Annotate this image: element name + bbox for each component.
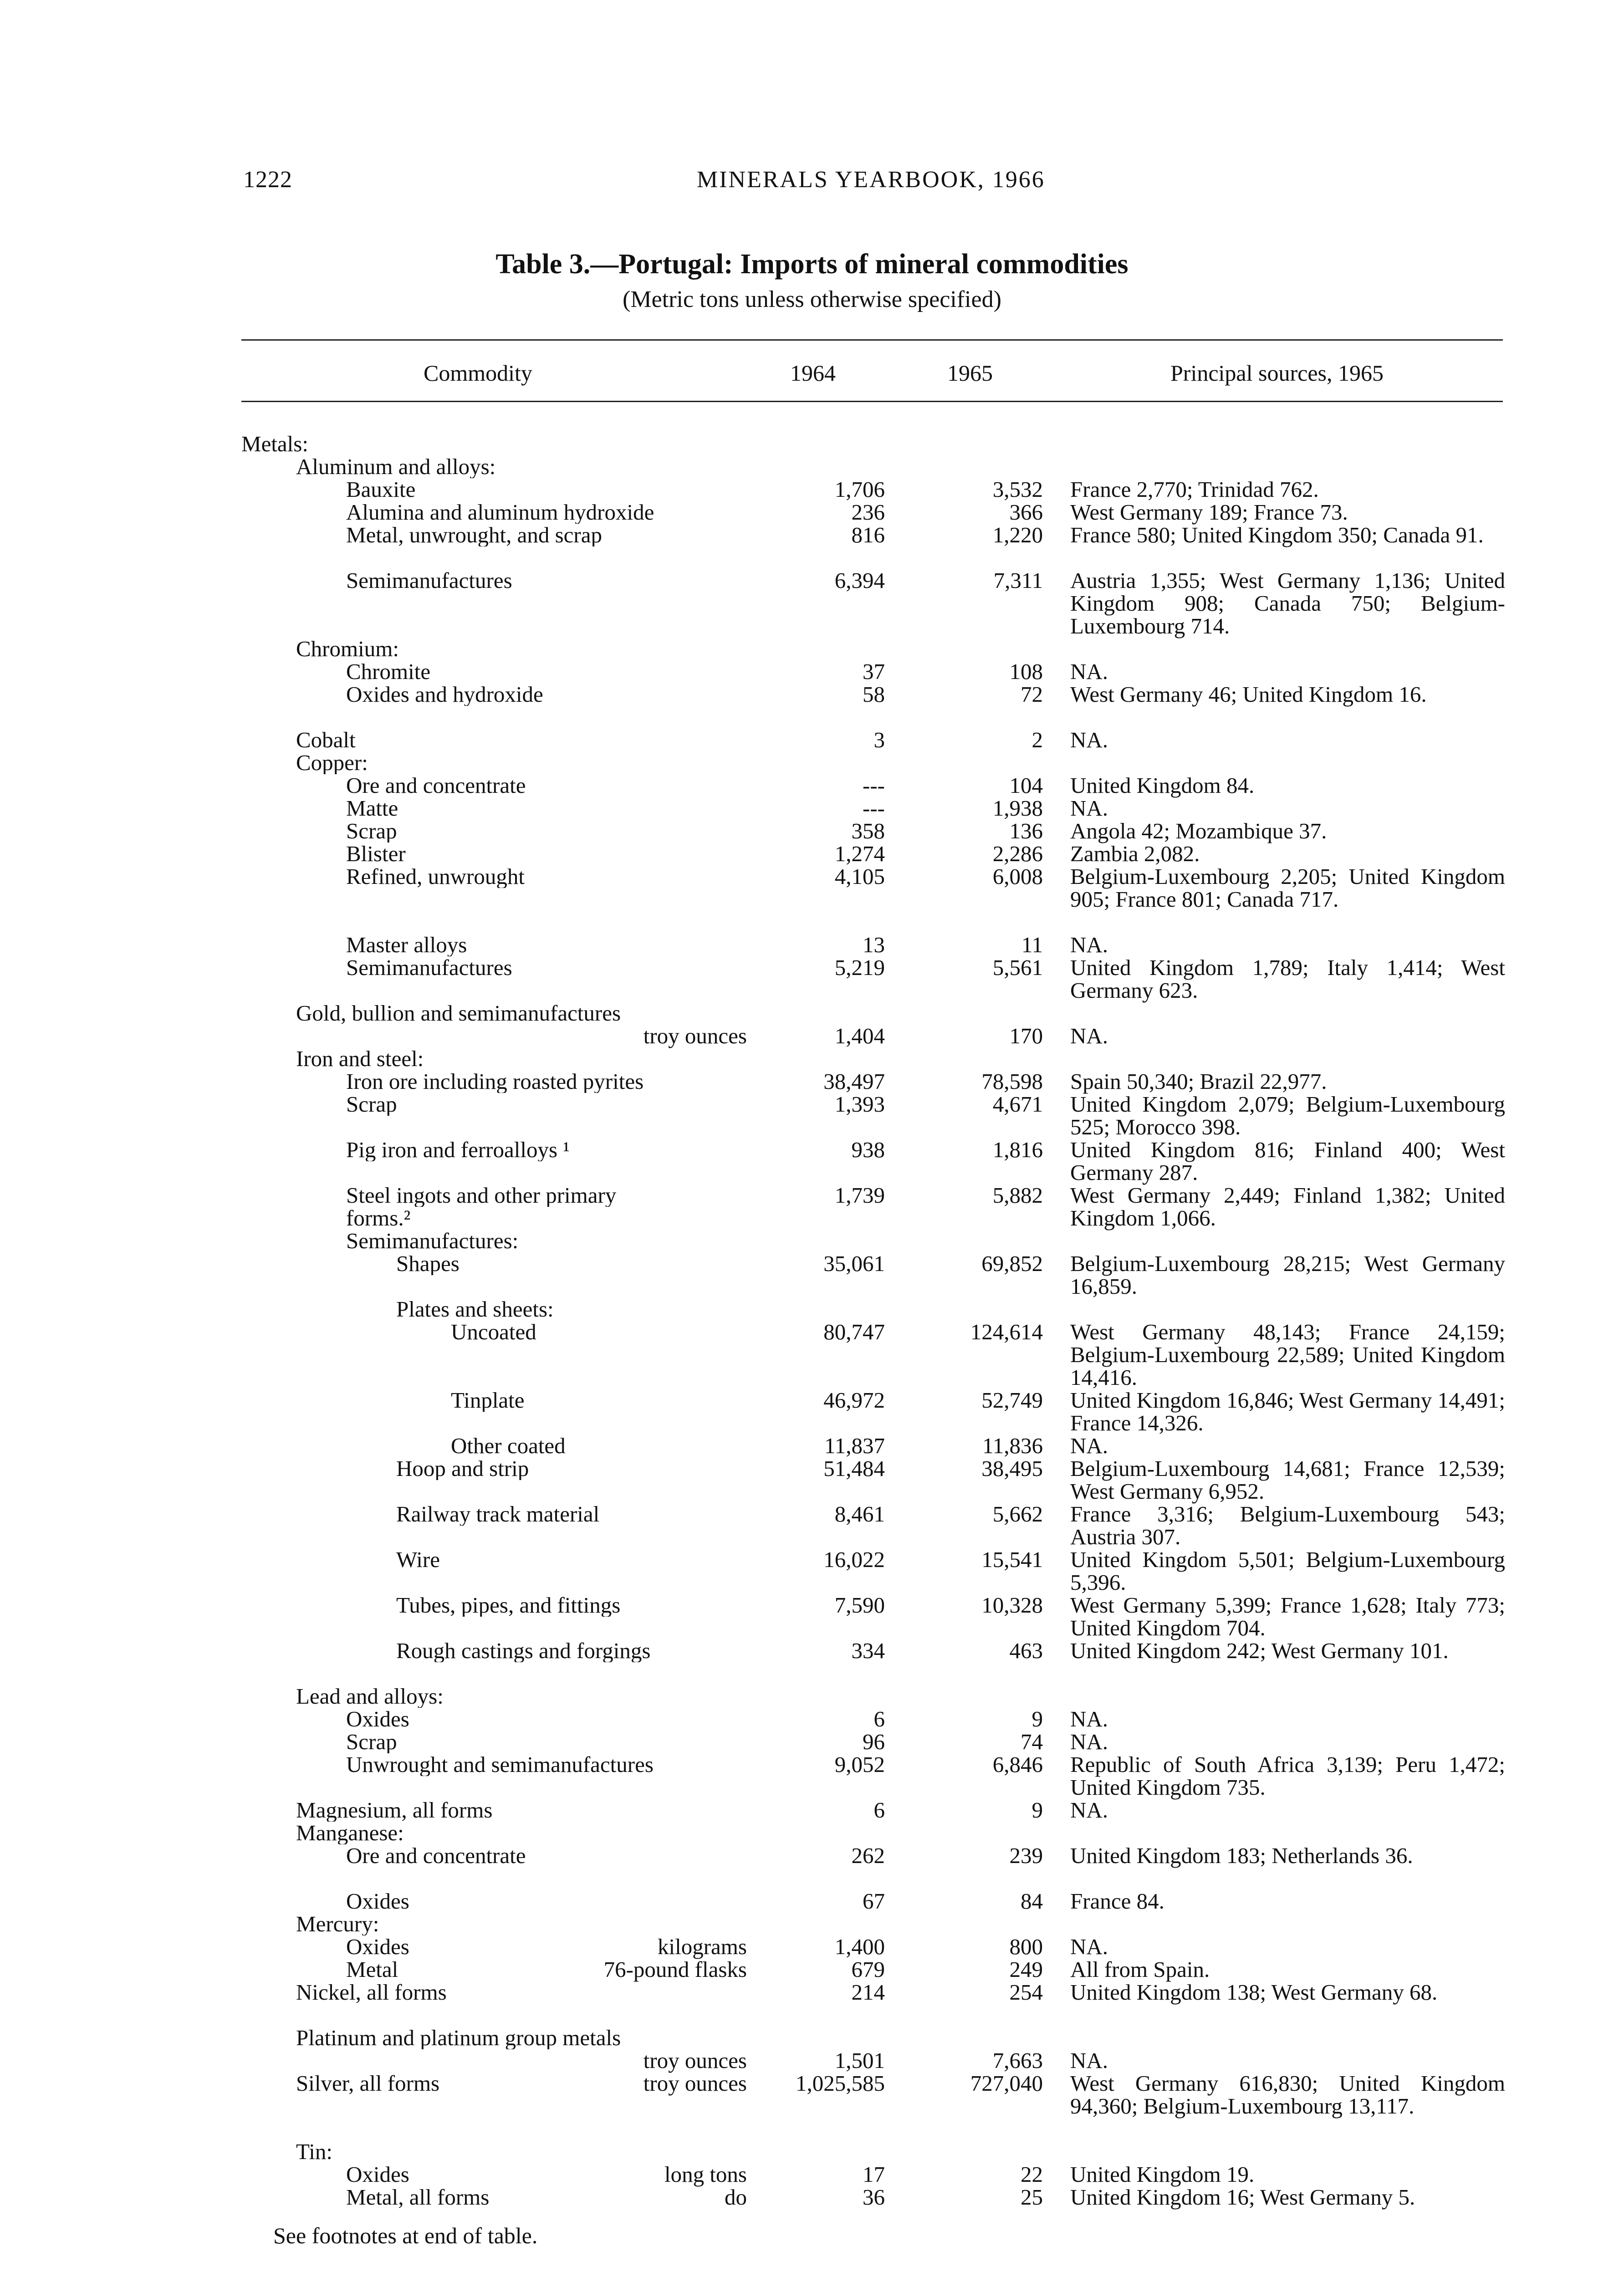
principal-sources: NA. — [1070, 2048, 1108, 2073]
value-1965: 7,663 — [992, 2048, 1043, 2073]
commodity-label: Metal, all forms — [346, 2186, 490, 2209]
value-1964: 8,461 — [834, 1501, 885, 1527]
principal-sources: NA. — [1070, 727, 1108, 752]
unit-label: do — [725, 2185, 747, 2210]
commodity-label: Hoop and strip — [396, 1457, 529, 1480]
value-1965: 11 — [1021, 932, 1043, 957]
value-1964: 96 — [863, 1729, 885, 1754]
value-1965: 727,040 — [970, 2071, 1043, 2096]
commodity-label: Railway track material — [396, 1503, 600, 1526]
value-1964: 938 — [851, 1137, 885, 1162]
principal-sources: Belgium-Luxembourg 2,205; United Kingdom 905; France 801; Canada 717. — [1070, 864, 1505, 912]
value-1964: 58 — [863, 682, 885, 707]
value-1964: 38,497 — [823, 1069, 885, 1094]
principal-sources: NA. — [1070, 1023, 1108, 1048]
commodity-label: Metals: — [241, 433, 308, 455]
commodity-label: Tubes, pipes, and fittings — [396, 1594, 621, 1617]
value-1965: 249 — [1009, 1957, 1043, 1982]
value-1964: 6 — [873, 1797, 885, 1823]
commodity-label: Chromite — [346, 660, 431, 683]
value-1965: 5,561 — [992, 955, 1043, 980]
value-1965: 136 — [1009, 818, 1043, 843]
commodity-label: Matte — [346, 797, 398, 820]
value-1964: 7,590 — [834, 1593, 885, 1618]
value-1964: 236 — [851, 500, 885, 525]
value-1964: 262 — [851, 1843, 885, 1868]
commodity-label: Gold, bullion and semimanufactures — [296, 1002, 621, 1025]
commodity-label: Silver, all forms — [296, 2072, 440, 2095]
principal-sources: France 2,770; Trinidad 762. — [1070, 477, 1319, 502]
value-1964: 37 — [863, 659, 885, 684]
principal-sources: France 580; United Kingdom 350; Canada 91. — [1070, 522, 1484, 547]
commodity-label: Magnesium, all forms — [296, 1799, 493, 1822]
value-1965: 124,614 — [970, 1319, 1043, 1344]
value-1965: 52,749 — [981, 1388, 1043, 1413]
commodity-label: Aluminum and alloys: — [296, 455, 496, 478]
principal-sources: United Kingdom 183; Netherlands 36. — [1070, 1843, 1413, 1868]
value-1964: 1,393 — [834, 1092, 885, 1117]
column-header-1965: 1965 — [947, 360, 993, 386]
value-1964: 35,061 — [823, 1251, 885, 1276]
value-1965: 254 — [1009, 1980, 1043, 2005]
commodity-label: Oxides — [346, 1935, 409, 1958]
value-1965: 1,220 — [992, 522, 1043, 547]
value-1964: 5,219 — [834, 955, 885, 980]
value-1965: 69,852 — [981, 1251, 1043, 1276]
unit-label: troy ounces — [643, 1023, 747, 1048]
principal-sources: West Germany 616,830; United Kingdom 94,360; Belgium-Luxembourg 13,117. — [1070, 2071, 1505, 2119]
commodity-label: Mercury: — [296, 1913, 379, 1935]
commodity-label: Pig iron and ferroalloys ¹ — [346, 1138, 570, 1161]
commodity-label: Wire — [396, 1548, 440, 1571]
commodity-label: forms.² — [346, 1207, 411, 1230]
value-1965: 6,846 — [992, 1752, 1043, 1777]
principal-sources: NA. — [1070, 932, 1108, 957]
principal-sources: Zambia 2,082. — [1070, 841, 1200, 866]
unit-label: kilograms — [658, 1934, 747, 1959]
commodity-label: Blister — [346, 842, 406, 865]
unit-label: 76-pound flasks — [603, 1957, 747, 1982]
value-1964: 816 — [851, 522, 885, 547]
commodity-label: Tinplate — [451, 1389, 525, 1412]
value-1964: 13 — [863, 932, 885, 957]
commodity-label: Lead and alloys: — [296, 1685, 444, 1708]
value-1965: 2 — [1032, 727, 1043, 752]
value-1965: 7,311 — [993, 568, 1043, 593]
value-1965: 800 — [1009, 1934, 1043, 1959]
value-1965: 104 — [1009, 773, 1043, 798]
principal-sources: United Kingdom 816; Finland 400; West Germany 287. — [1070, 1137, 1505, 1185]
value-1964: 214 — [851, 1980, 885, 2005]
commodity-label: Oxides and hydroxide — [346, 683, 543, 706]
value-1964: --- — [863, 773, 885, 798]
commodity-label: Alumina and aluminum hydroxide — [346, 501, 654, 524]
value-1964: 80,747 — [823, 1319, 885, 1344]
value-1965: 5,662 — [992, 1501, 1043, 1527]
principal-sources: Angola 42; Mozambique 37. — [1070, 818, 1327, 843]
commodity-label: Bauxite — [346, 478, 416, 501]
value-1965: 108 — [1009, 659, 1043, 684]
value-1964: 17 — [863, 2162, 885, 2187]
commodity-label: Iron ore including roasted pyrites — [346, 1070, 644, 1093]
value-1965: 78,598 — [981, 1069, 1043, 1094]
commodity-label: Plates and sheets: — [396, 1298, 554, 1321]
commodity-label: Oxides — [346, 1890, 409, 1913]
commodity-label: Master alloys — [346, 934, 467, 956]
commodity-label: Unwrought and semimanufactures — [346, 1753, 654, 1776]
value-1964: 4,105 — [834, 864, 885, 889]
value-1965: 38,495 — [981, 1456, 1043, 1481]
value-1965: 9 — [1032, 1706, 1043, 1731]
principal-sources: NA. — [1070, 1433, 1108, 1458]
principal-sources: Austria 1,355; West Germany 1,136; United Kingdom 908; Canada 750; Belgium-Luxembourg 714. — [1070, 568, 1505, 638]
value-1965: 170 — [1009, 1023, 1043, 1048]
value-1964: 11,837 — [824, 1433, 885, 1458]
value-1964: 1,400 — [834, 1934, 885, 1959]
value-1964: 46,972 — [823, 1388, 885, 1413]
header-rule — [241, 401, 1503, 402]
commodity-label: Semimanufactures — [346, 569, 512, 592]
value-1965: 72 — [1021, 682, 1043, 707]
commodity-label: Steel ingots and other primary — [346, 1184, 617, 1207]
value-1965: 239 — [1009, 1843, 1043, 1868]
value-1965: 74 — [1021, 1729, 1043, 1754]
table-subtitle: (Metric tons unless otherwise specified) — [623, 286, 1001, 312]
commodity-label: Scrap — [346, 1731, 397, 1753]
commodity-label: Semimanufactures: — [346, 1230, 519, 1252]
value-1964: 1,274 — [834, 841, 885, 866]
commodity-label: Oxides — [346, 1708, 409, 1731]
principal-sources: West Germany 189; France 73. — [1070, 500, 1348, 525]
value-1964: 36 — [863, 2185, 885, 2210]
value-1964: 67 — [863, 1889, 885, 1914]
principal-sources: France 84. — [1070, 1889, 1164, 1914]
principal-sources: Belgium-Luxembourg 28,215; West Germany 16,859. — [1070, 1251, 1505, 1299]
value-1965: 11,836 — [982, 1433, 1043, 1458]
commodity-label: Copper: — [296, 751, 368, 774]
principal-sources: NA. — [1070, 659, 1108, 684]
value-1965: 15,541 — [981, 1547, 1043, 1572]
column-header-sources: Principal sources, 1965 — [1170, 360, 1384, 386]
value-1964: 1,739 — [834, 1183, 885, 1208]
value-1965: 10,328 — [981, 1593, 1043, 1618]
value-1964: 1,025,585 — [796, 2071, 885, 2096]
commodity-label: Iron and steel: — [296, 1047, 424, 1070]
commodity-label: Oxides — [346, 2163, 409, 2186]
value-1965: 25 — [1021, 2185, 1043, 2210]
principal-sources: Spain 50,340; Brazil 22,977. — [1070, 1069, 1327, 1094]
value-1965: 84 — [1021, 1889, 1043, 1914]
commodity-label: Rough castings and forgings — [396, 1639, 651, 1662]
unit-label: troy ounces — [643, 2048, 747, 2073]
principal-sources: All from Spain. — [1070, 1957, 1210, 1982]
principal-sources: United Kingdom 2,079; Belgium-Luxembourg 525; Morocco 398. — [1070, 1092, 1505, 1139]
commodity-label: Semimanufactures — [346, 956, 512, 979]
principal-sources: United Kingdom 16,846; West Germany 14,491; France 14,326. — [1070, 1388, 1505, 1435]
commodity-label: Shapes — [396, 1252, 460, 1275]
principal-sources: NA. — [1070, 1934, 1108, 1959]
commodity-label: Nickel, all forms — [296, 1981, 447, 2004]
value-1965: 3,532 — [992, 477, 1043, 502]
page-number: 1222 — [243, 167, 292, 193]
principal-sources: United Kingdom 84. — [1070, 773, 1255, 798]
value-1965: 5,882 — [992, 1183, 1043, 1208]
commodity-label: Ore and concentrate — [346, 774, 526, 797]
value-1964: 3 — [873, 727, 885, 752]
value-1964: 1,501 — [834, 2048, 885, 2073]
principal-sources: NA. — [1070, 1797, 1108, 1823]
value-1964: --- — [863, 796, 885, 821]
commodity-label: Uncoated — [451, 1321, 536, 1343]
value-1964: 16,022 — [823, 1547, 885, 1572]
value-1964: 679 — [851, 1957, 885, 1982]
principal-sources: Republic of South Africa 3,139; Peru 1,472; United Kingdom 735. — [1070, 1752, 1505, 1800]
principal-sources: United Kingdom 19. — [1070, 2162, 1255, 2187]
footnote: See footnotes at end of table. — [273, 2223, 538, 2248]
commodity-label: Chromium: — [296, 638, 399, 660]
commodity-label: Scrap — [346, 820, 397, 842]
principal-sources: NA. — [1070, 796, 1108, 821]
commodity-label: Manganese: — [296, 1822, 404, 1844]
running-title: MINERALS YEARBOOK, 1966 — [697, 167, 1045, 193]
value-1965: 1,938 — [992, 796, 1043, 821]
unit-label: troy ounces — [643, 2071, 747, 2096]
commodity-label: Cobalt — [296, 729, 356, 751]
principal-sources: United Kingdom 5,501; Belgium-Luxembourg 5,396. — [1070, 1547, 1505, 1595]
table-title: Table 3.—Portugal: Imports of mineral commodities — [495, 249, 1129, 280]
principal-sources: West Germany 5,399; France 1,628; Italy 773; United Kingdom 704. — [1070, 1593, 1505, 1640]
top-rule — [241, 339, 1503, 341]
value-1965: 9 — [1032, 1797, 1043, 1823]
commodity-label: Metal, unwrought, and scrap — [346, 524, 602, 546]
principal-sources: West Germany 46; United Kingdom 16. — [1070, 682, 1427, 707]
value-1964: 358 — [851, 818, 885, 843]
commodity-label: Refined, unwrought — [346, 865, 525, 888]
unit-label: long tons — [664, 2162, 747, 2187]
value-1965: 1,816 — [992, 1137, 1043, 1162]
principal-sources: NA. — [1070, 1706, 1108, 1731]
column-header-commodity: Commodity — [424, 360, 532, 386]
commodity-label: Platinum and platinum group metals — [296, 2027, 621, 2049]
value-1965: 4,671 — [992, 1092, 1043, 1117]
value-1965: 463 — [1009, 1638, 1043, 1663]
principal-sources: United Kingdom 242; West Germany 101. — [1070, 1638, 1449, 1663]
principal-sources: United Kingdom 1,789; Italy 1,414; West Germany 623. — [1070, 955, 1505, 1003]
commodity-label: Tin: — [296, 2140, 332, 2163]
value-1964: 51,484 — [823, 1456, 885, 1481]
value-1964: 1,706 — [834, 477, 885, 502]
principal-sources: France 3,316; Belgium-Luxembourg 543; Austria 307. — [1070, 1501, 1505, 1549]
value-1964: 9,052 — [834, 1752, 885, 1777]
value-1965: 22 — [1021, 2162, 1043, 2187]
value-1964: 1,404 — [834, 1023, 885, 1048]
value-1964: 6,394 — [834, 568, 885, 593]
principal-sources: West Germany 48,143; France 24,159; Belgium-Luxembourg 22,589; United Kingdom 14,416. — [1070, 1319, 1505, 1390]
principal-sources: NA. — [1070, 1729, 1108, 1754]
commodity-label: Ore and concentrate — [346, 1844, 526, 1867]
value-1965: 366 — [1009, 500, 1043, 525]
commodity-label: Scrap — [346, 1093, 397, 1116]
principal-sources: United Kingdom 16; West Germany 5. — [1070, 2185, 1415, 2210]
principal-sources: United Kingdom 138; West Germany 68. — [1070, 1980, 1438, 2005]
commodity-label: Other coated — [451, 1435, 566, 1457]
value-1965: 6,008 — [992, 864, 1043, 889]
commodity-label: Metal — [346, 1958, 398, 1981]
value-1965: 2,286 — [992, 841, 1043, 866]
column-header-1964: 1964 — [790, 360, 836, 386]
value-1964: 334 — [851, 1638, 885, 1663]
principal-sources: West Germany 2,449; Finland 1,382; United Kingdom 1,066. — [1070, 1183, 1505, 1230]
principal-sources: Belgium-Luxembourg 14,681; France 12,539; West Germany 6,952. — [1070, 1456, 1505, 1504]
value-1964: 6 — [873, 1706, 885, 1731]
